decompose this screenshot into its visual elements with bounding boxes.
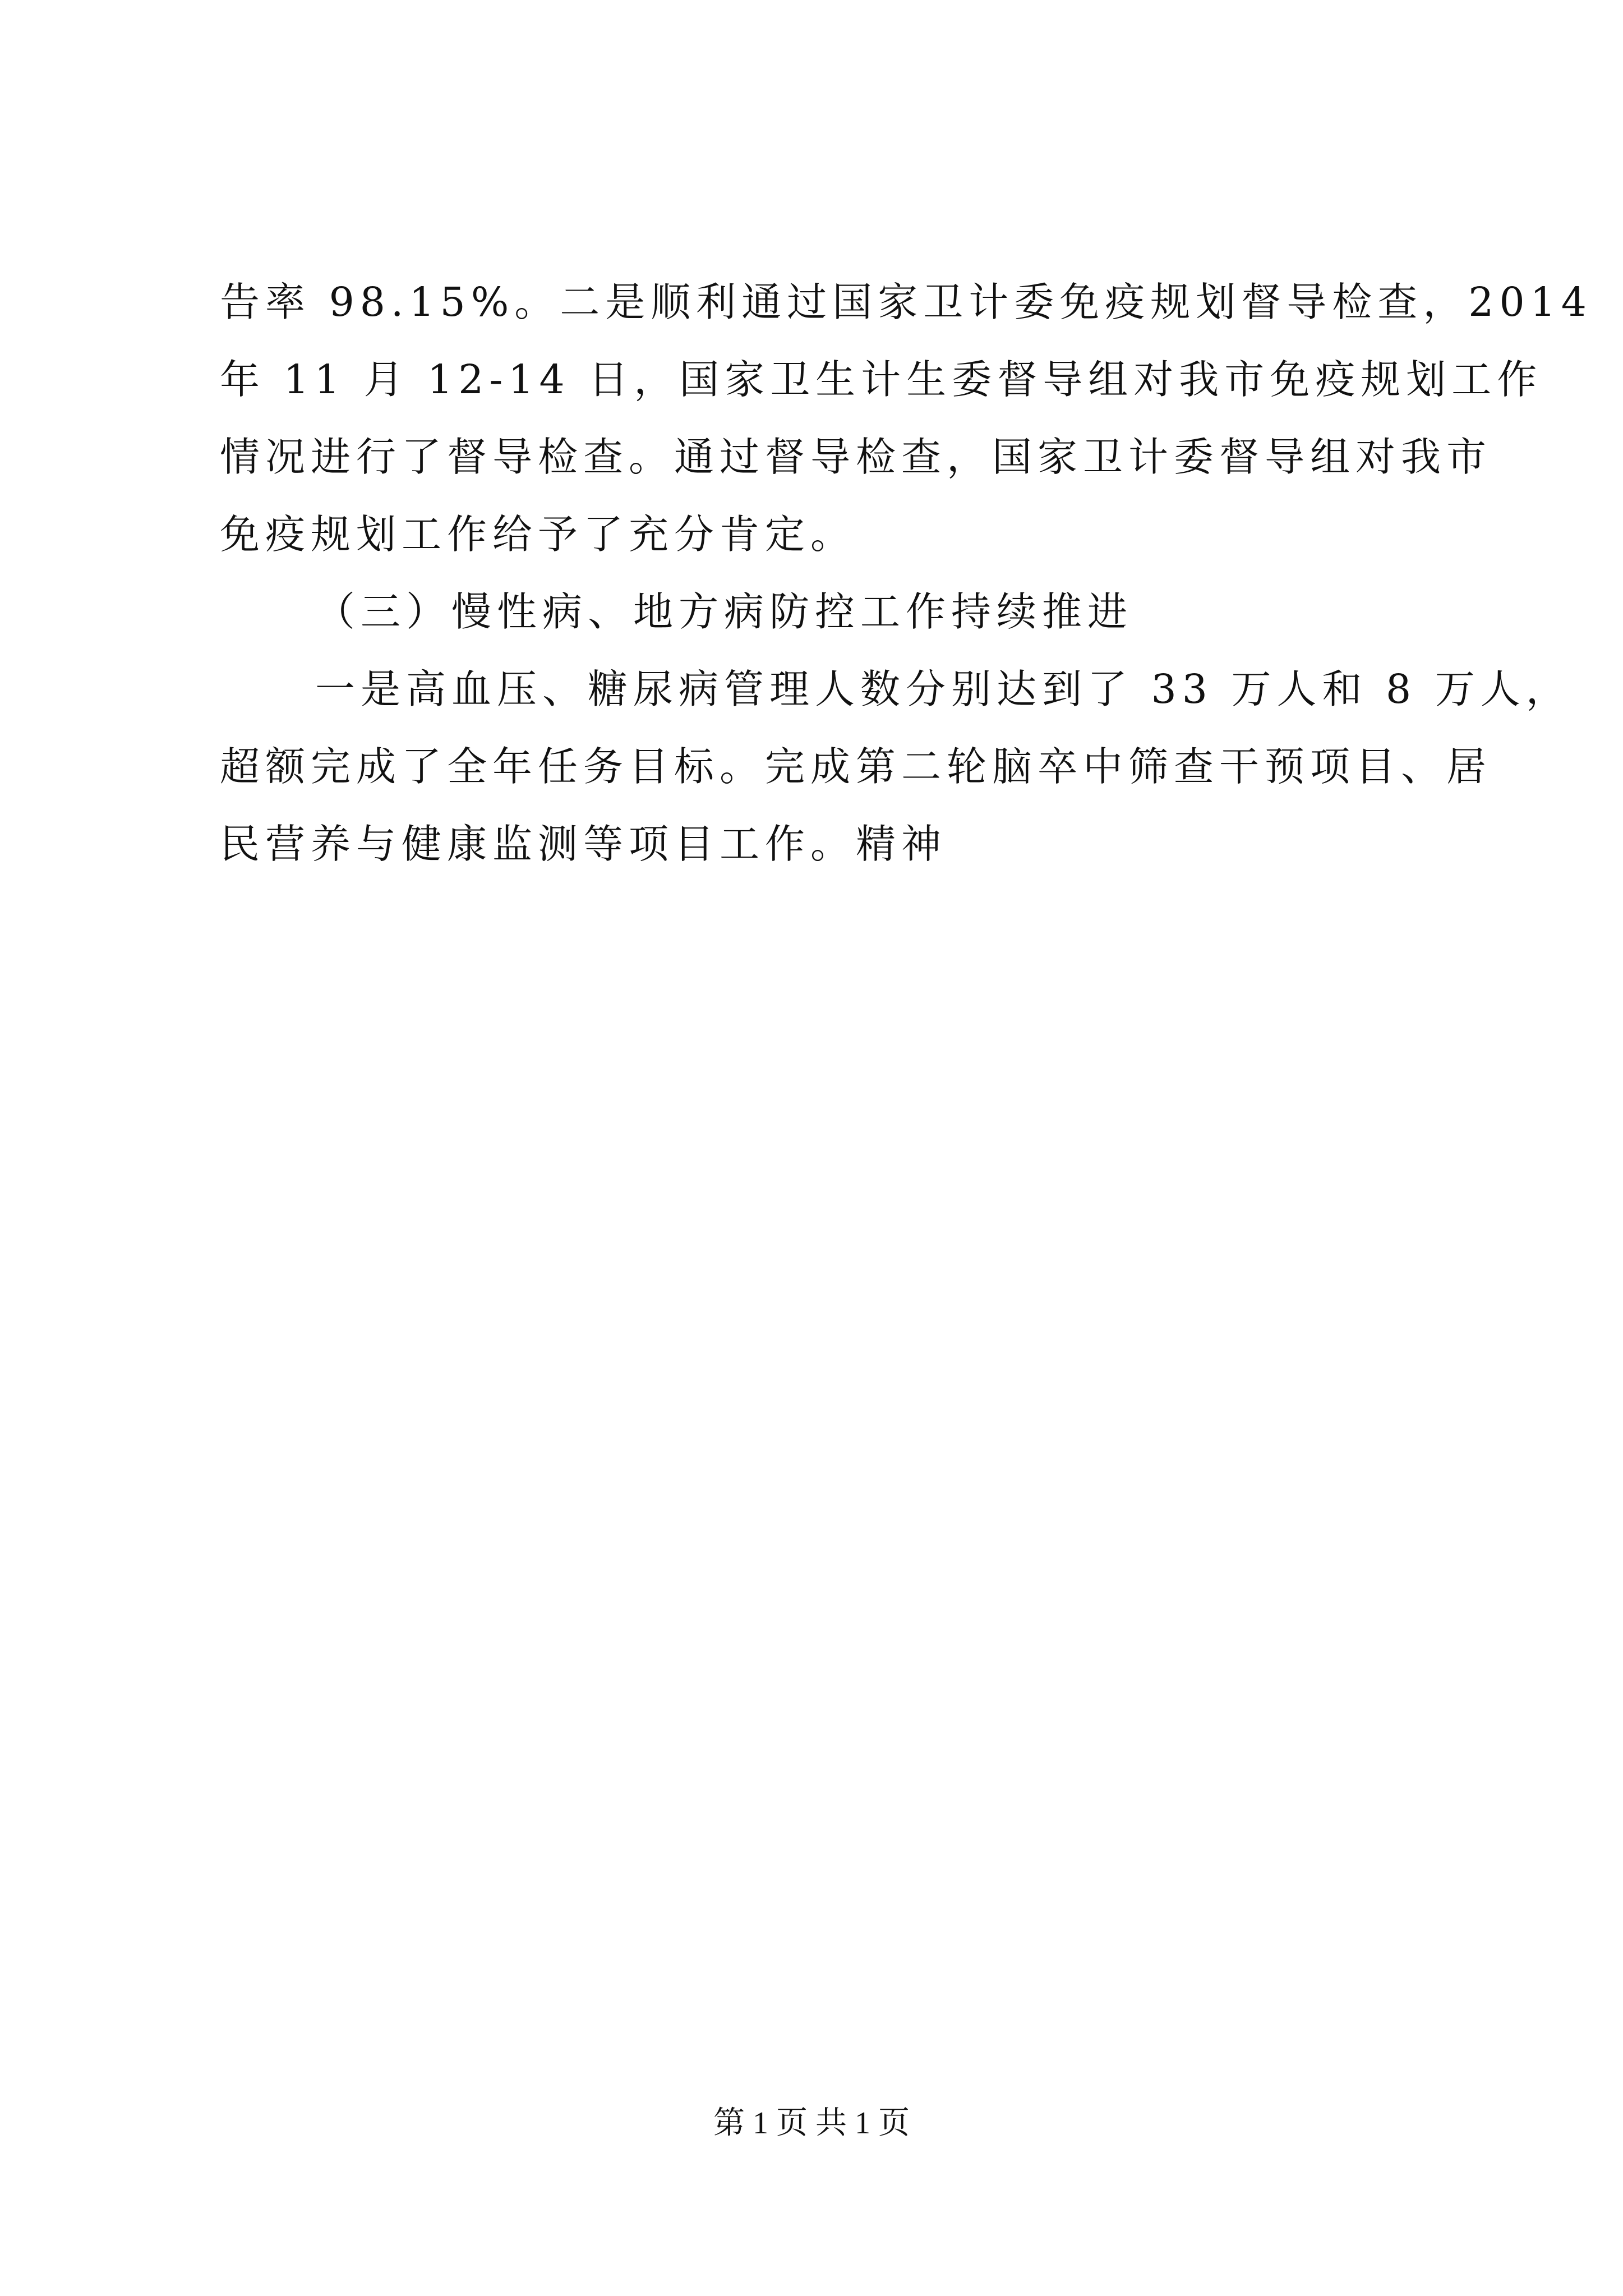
paragraph-line: 一是高血压、糖尿病管理人数分别达到了 33 万人和 8 万人，: [315, 666, 1571, 712]
paragraph-line: 民营养与健康监测等项目工作。精神: [220, 821, 947, 867]
paragraph-line: 年 11 月 12-14 日，国家卫生计生委督导组对我市免疫规划工作: [220, 356, 1543, 403]
paragraph-line: 超额完成了全年任务目标。完成第二轮脑卒中筛查干预项目、居: [220, 743, 1492, 790]
paragraph-line: 免疫规划工作给予了充分肯定。: [220, 511, 856, 558]
paragraph-line: 情况进行了督导检查。通过督导检查，国家卫计委督导组对我市: [220, 434, 1492, 480]
paragraph-line: 告率 98.15%。二是顺利通过国家卫计委免疫规划督导检查，2014: [220, 279, 1592, 325]
document-body: [220, 264, 1592, 883]
page-footer: 第 1 页 共 1 页: [713, 2106, 910, 2141]
section-heading: （三）慢性病、地方病防控工作持续推进: [315, 588, 1133, 635]
